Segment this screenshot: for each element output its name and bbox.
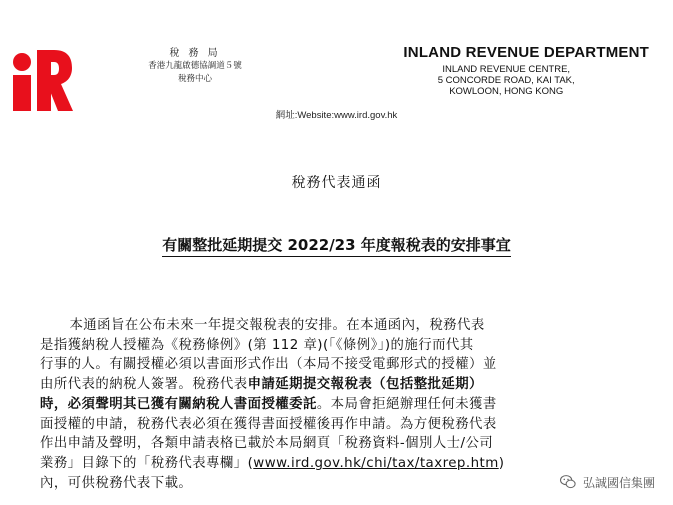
header-chinese <box>140 47 250 86</box>
text-segment: 面授權的申請，稅務代表必須在獲得書面授權後再作申請。為方便稅務代表 <box>40 416 497 432</box>
taxrep-link[interactable]: www.ird.gov.hk/chi/tax/taxrep.htm <box>253 455 499 471</box>
paragraph-line <box>40 415 640 435</box>
address-chinese: 香港九龍啟德協調道５號 <box>148 61 242 71</box>
text-segment: 業務」目錄下的「稅務代表專欄」( <box>40 455 254 471</box>
centre-name-chinese: 稅務中心 <box>177 74 212 84</box>
document-subject <box>0 234 673 255</box>
paragraph-line <box>40 336 640 356</box>
paragraph-line <box>40 316 640 336</box>
address-line: INLAND REVENUE CENTRE, <box>442 64 571 75</box>
ird-logo <box>10 40 74 112</box>
text-segment: 作出申請及聲明，各類申請表格已載於本局網頁「稅務資料-個別人士/公司 <box>40 436 494 452</box>
text-segment: ) <box>498 455 505 471</box>
department-name-english: INLAND REVENUE DEPARTMENT <box>403 44 649 61</box>
header-english <box>403 44 649 97</box>
department-name-chinese: 稅 務 局 <box>169 48 221 59</box>
body-paragraph <box>40 316 640 493</box>
text-segment: 。本局會拒絕辦理任何未獲書 <box>316 396 497 412</box>
text-segment: 本通函旨在公布未來一年提交報稅表的安排。在本通函內，稅務代表 <box>69 318 485 333</box>
website-line: 網址:Website:www.ird.gov.hk <box>275 110 398 121</box>
paragraph-line <box>40 395 640 415</box>
paragraph-line <box>40 355 640 375</box>
watermark <box>559 473 655 491</box>
text-segment: 行事的人。有關授權必須以書面形式作出（本局不接受電郵形式的授權）並 <box>40 357 497 373</box>
watermark-text: 弘誠國信集團 <box>582 475 655 490</box>
paragraph-line <box>40 375 640 395</box>
wechat-icon <box>559 473 577 491</box>
address-line: 5 CONCORDE ROAD, KAI TAK, <box>437 75 575 86</box>
address-line: KOWLOON, HONG KONG <box>449 86 564 97</box>
text-segment: 內，可供稅務代表下載。 <box>40 475 193 491</box>
paragraph-line <box>40 454 640 474</box>
text-segment: 由所代表的納稅人簽署。稅務代表 <box>40 377 248 393</box>
subject-text: 有關整批延期提交 2022/23 年度報稅表的安排事宜 <box>162 236 511 257</box>
bold-text: 申請延期提交報稅表（包括整批延期） <box>247 377 483 393</box>
bold-text: 時，必須聲明其已獲有關納稅人書面授權委託 <box>40 396 317 412</box>
paragraph-line <box>40 474 640 494</box>
text-segment: 是指獲納稅人授權為《稅務條例》(第 112 章)(「《條例》」)的施行而代其 <box>40 337 474 353</box>
document-heading: 稅務代表通函 <box>291 175 382 191</box>
paragraph-line <box>40 434 640 454</box>
